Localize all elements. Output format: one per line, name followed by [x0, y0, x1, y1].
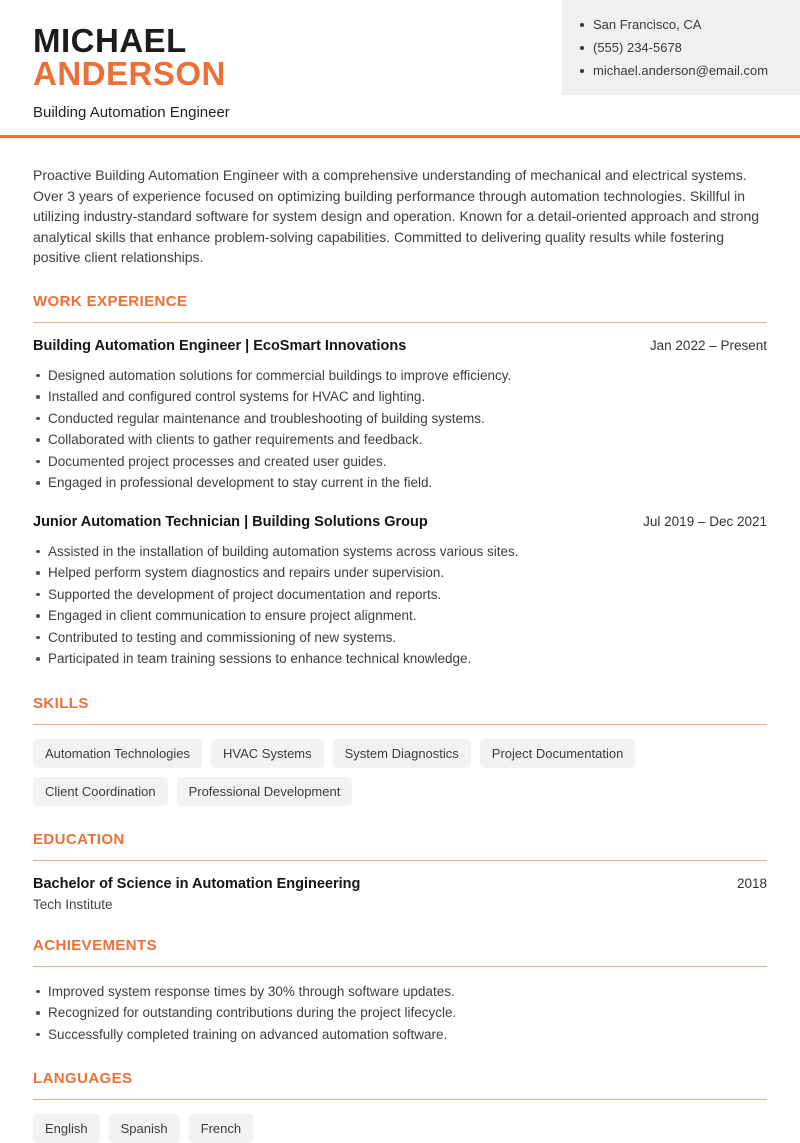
- job-bullet-list: [33, 541, 767, 670]
- job-bullet: Participated in team training sessions to enhance technical knowledge.: [33, 648, 767, 670]
- header-job-title: Building Automation Engineer: [33, 104, 230, 121]
- contact-box: [562, 0, 800, 95]
- skill-tag: Project Documentation: [480, 739, 636, 768]
- job-bullet-list: [33, 365, 767, 494]
- job-bullet: Conducted regular maintenance and troubleshooting of building systems.: [33, 408, 767, 430]
- bullet-dot-icon: [36, 481, 40, 485]
- section-achievements: [33, 937, 767, 1046]
- job-bullet: Engaged in professional development to stay current in the field.: [33, 472, 767, 494]
- skill-tag: HVAC Systems: [211, 739, 324, 768]
- bullet-dot-icon: [36, 460, 40, 464]
- bullet-dot-icon: [36, 657, 40, 661]
- contact-location: [580, 13, 784, 36]
- bullet-dot-icon: [36, 374, 40, 378]
- bullet-dot-icon: [36, 636, 40, 640]
- section-education: [33, 831, 767, 912]
- bullet-dot-icon: [580, 23, 584, 27]
- contact-email-text: michael.anderson@email.com: [593, 63, 769, 78]
- bullet-dot-icon: [580, 46, 584, 50]
- job-bullet: Supported the development of project documentation and reports.: [33, 584, 767, 606]
- job-dates: Jan 2022 – Present: [649, 337, 767, 353]
- bullet-dot-icon: [36, 438, 40, 442]
- education-year: 2018: [736, 875, 767, 891]
- first-name: MICHAEL: [33, 22, 187, 59]
- job-bullet: Designed automation solutions for commercial buildings to improve efficiency.: [33, 365, 767, 387]
- contact-email: [580, 59, 784, 82]
- job-entry: [33, 338, 767, 494]
- languages-tag-list: [33, 1114, 767, 1143]
- skill-tag: Client Coordination: [33, 777, 168, 806]
- achievements-list: [33, 981, 767, 1046]
- language-tag: French: [189, 1114, 253, 1143]
- section-skills: [33, 695, 767, 806]
- skill-tag: Professional Development: [177, 777, 353, 806]
- education-degree: Bachelor of Science in Automation Engineering: [33, 875, 361, 892]
- section-title-skills: SKILLS: [33, 695, 767, 725]
- job-header: [33, 514, 767, 530]
- contact-phone-text: (555) 234-5678: [593, 40, 682, 55]
- skill-tag: System Diagnostics: [333, 739, 471, 768]
- section-work-experience: [33, 293, 767, 670]
- job-bullet: Contributed to testing and commissioning of new systems.: [33, 627, 767, 649]
- section-title-achievements: ACHIEVEMENTS: [33, 937, 767, 967]
- job-dates: Jul 2019 – Dec 2021: [643, 513, 767, 529]
- section-title-work-experience: WORK EXPERIENCE: [33, 293, 767, 323]
- job-bullet: Assisted in the installation of building automation systems across various sites.: [33, 541, 767, 563]
- contact-list: [580, 13, 784, 82]
- language-tag: Spanish: [109, 1114, 180, 1143]
- language-tag: English: [33, 1114, 100, 1143]
- achievement-bullet: Successfully completed training on advanced automation software.: [33, 1024, 767, 1046]
- bullet-dot-icon: [36, 1011, 40, 1015]
- bullet-dot-icon: [36, 395, 40, 399]
- resume-header: [33, 0, 767, 121]
- contact-phone: [580, 36, 784, 59]
- section-languages: [33, 1070, 767, 1143]
- job-bullet: Helped perform system diagnostics and repairs under supervision.: [33, 562, 767, 584]
- bullet-dot-icon: [36, 417, 40, 421]
- summary-text: Proactive Building Automation Engineer with a comprehensive understanding of mechanical and electrical systems. Over 3 years of experience focused on optimizing building performance through automation technologies. Skillful in utilizing industry-standard software for system design and operation. Known for a detail-oriented approach and strong analytical skills that enhance problem-solving capabilities. Committed to delivering quality results while fostering positive client relationships.: [33, 167, 760, 265]
- job-title: Junior Automation Technician | Building Solutions Group: [33, 513, 428, 530]
- job-bullet: Collaborated with clients to gather requirements and feedback.: [33, 429, 767, 451]
- job-title: Building Automation Engineer | EcoSmart Innovations: [33, 337, 407, 354]
- education-entry: [33, 876, 767, 892]
- bullet-dot-icon: [36, 550, 40, 554]
- job-bullet: Installed and configured control systems for HVAC and lighting.: [33, 386, 767, 408]
- job-header: [33, 338, 767, 354]
- bullet-dot-icon: [580, 69, 584, 73]
- skill-tag: Automation Technologies: [33, 739, 202, 768]
- contact-location-text: San Francisco, CA: [593, 17, 702, 32]
- section-title-languages: LANGUAGES: [33, 1070, 767, 1100]
- job-bullet: Engaged in client communication to ensure project alignment.: [33, 605, 767, 627]
- job-bullet: Documented project processes and created user guides.: [33, 451, 767, 473]
- bullet-dot-icon: [36, 593, 40, 597]
- bullet-dot-icon: [36, 990, 40, 994]
- section-title-education: EDUCATION: [33, 831, 767, 861]
- last-name: ANDERSON: [33, 55, 226, 92]
- skills-tag-list: [33, 739, 767, 806]
- job-entry: [33, 514, 767, 670]
- achievement-bullet: Improved system response times by 30% through software updates.: [33, 981, 767, 1003]
- bullet-dot-icon: [36, 1033, 40, 1037]
- bullet-dot-icon: [36, 614, 40, 618]
- bullet-dot-icon: [36, 571, 40, 575]
- education-school: Tech Institute: [33, 896, 113, 912]
- achievement-bullet: Recognized for outstanding contributions during the project lifecycle.: [33, 1002, 767, 1024]
- header-divider: [0, 135, 800, 138]
